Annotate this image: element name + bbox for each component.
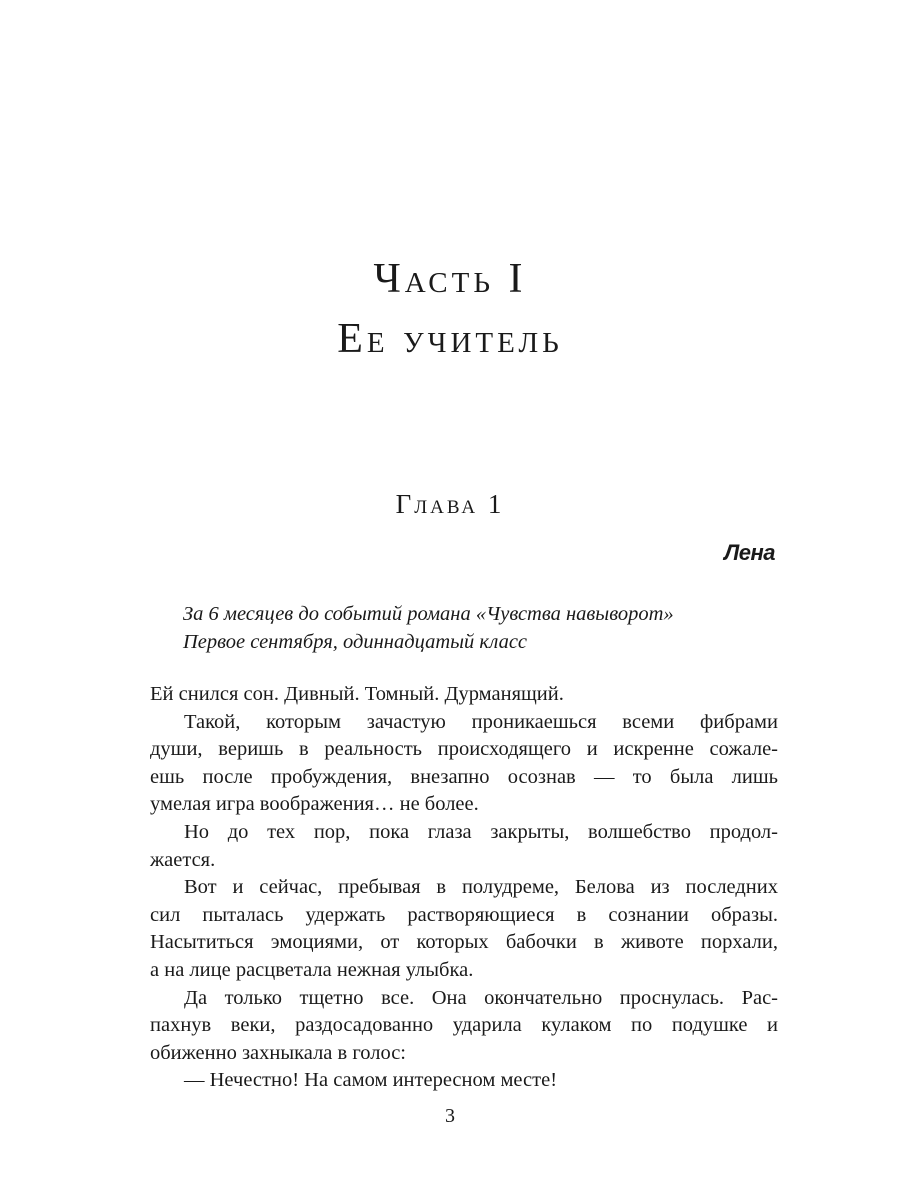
text-line: пахнув веки, раздосадованно ударила кулаком по подушке и bbox=[150, 1014, 778, 1037]
body-text bbox=[150, 681, 778, 1095]
text-line: а на лице расцветала нежная улыбка. bbox=[150, 958, 474, 981]
text-line: — Нечестно! На самом интересном месте! bbox=[184, 1069, 558, 1092]
text-line: Насытиться эмоциями, от которых бабочки в животе порхали, bbox=[150, 931, 778, 954]
page-number: 3 bbox=[445, 1105, 455, 1127]
text-line: души, веришь в реальность происходящего и искренне сожале- bbox=[150, 738, 778, 761]
epigraph-line: Первое сентября, одиннадцатый класс bbox=[183, 631, 528, 653]
text-line: сил пыталась удержать растворяющиеся в сознании образы. bbox=[150, 903, 778, 926]
part-title: Часть I bbox=[373, 256, 527, 302]
text-line: ешь после пробуждения, внезапно осознав — то была лишь bbox=[150, 765, 778, 788]
text-line: Вот и сейчас, пребывая в полудреме, Белова из последних bbox=[184, 876, 778, 899]
epigraph bbox=[183, 600, 783, 656]
chapter-heading: Глава 1 bbox=[395, 489, 505, 519]
epigraph-line: За 6 месяцев до событий романа «Чувства навыворот» bbox=[183, 603, 674, 625]
text-line: Да только тщетно все. Она окончательно проснулась. Рас- bbox=[184, 986, 778, 1009]
text-line: Но до тех пор, пока глаза закрыты, волшебство продол- bbox=[184, 820, 778, 843]
pov-character-name: Лена bbox=[724, 540, 775, 565]
part-subtitle: Ее учитель bbox=[337, 316, 563, 362]
text-line: жается. bbox=[150, 848, 216, 871]
text-line: Такой, которым зачастую проникаешься всеми фибрами bbox=[184, 710, 778, 733]
text-line: Ей снился сон. Дивный. Томный. Дурманящий. bbox=[150, 683, 564, 705]
text-line: умелая игра воображения… не более. bbox=[150, 793, 479, 816]
text-line: обиженно захныкала в голос: bbox=[150, 1041, 406, 1064]
